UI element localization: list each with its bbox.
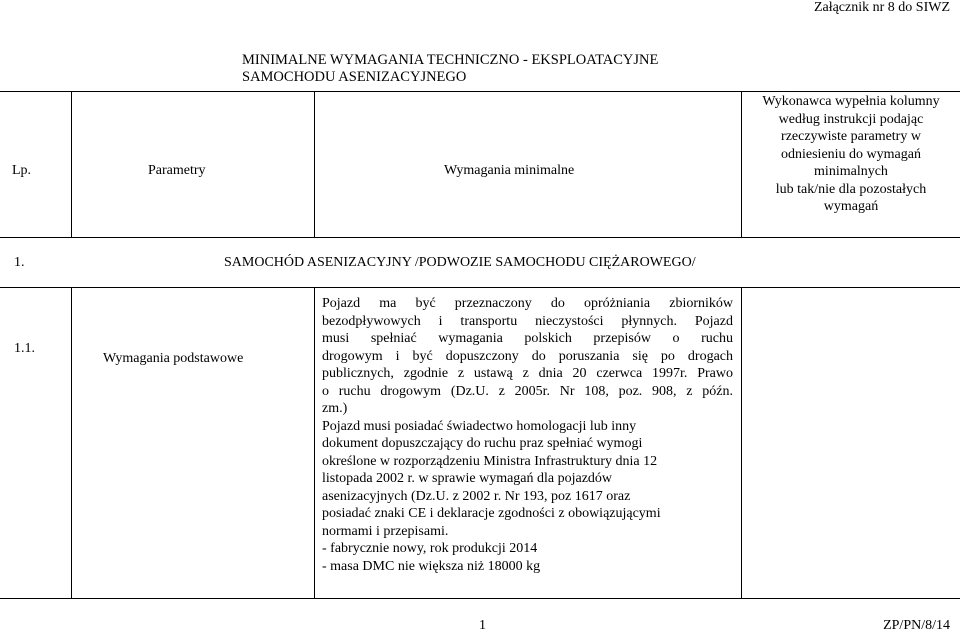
- header-contractor-line: Wykonawca wypełnia kolumny: [762, 94, 940, 109]
- col-divider-1: [71, 91, 72, 237]
- header-contractor-line: rzeczywiste parametry w: [781, 129, 921, 144]
- requirement-line: asenizacyjnych (Dz.U. z 2002 r. Nr 193, poz 1617 oraz: [322, 488, 631, 504]
- header-lp: Lp.: [12, 163, 32, 178]
- header-contractor-line: według instrukcji podając: [778, 111, 924, 127]
- row-param: Wymagania podstawowe: [103, 351, 244, 366]
- header-contractor: [742, 93, 960, 216]
- row-bottom-rule: [0, 598, 960, 599]
- requirement-line: musi spełniać wymagania polskich przepisów o ruchu: [322, 331, 733, 346]
- page-number: 1: [479, 618, 486, 633]
- col-divider-1b: [71, 287, 72, 598]
- requirement-line: normami i przepisami.: [322, 523, 449, 539]
- requirement-line: posiadać znaki CE i deklaracje zgodności z obowiązującymi: [322, 506, 661, 521]
- header-min-req: Wymagania minimalne: [444, 163, 575, 178]
- header-bottom-rule: [0, 237, 960, 238]
- col-divider-2b: [314, 287, 315, 598]
- header-contractor-line: odniesieniu do wymagań: [781, 146, 921, 162]
- table-top-rule: [0, 91, 960, 92]
- requirement-line: publicznych, zgodnie z ustawą z dnia 20 czerwca 1997r. Prawo: [322, 366, 733, 381]
- section-title: SAMOCHÓD ASENIZACYJNY /PODWOZIE SAMOCHODU CIĘŻAROWEGO/: [224, 255, 696, 270]
- header-contractor-line: lub tak/nie dla pozostałych: [775, 181, 927, 197]
- requirement-line: listopada 2002 r. w sprawie wymagań dla pojazdów: [322, 471, 613, 486]
- requirement-line: o ruchu drogowym (Dz.U. z 2005r. Nr 108, poz. 908, z późn.: [322, 383, 733, 399]
- header-contractor-line: wymagań: [823, 199, 879, 214]
- requirement-line: - fabrycznie nowy, rok produkcji 2014: [322, 541, 538, 556]
- requirement-line: - masa DMC nie większa niż 18000 kg: [322, 558, 541, 574]
- requirement-line: dokument dopuszczający do ruchu praz spełniać wymogi: [322, 436, 643, 451]
- header-params: Parametry: [148, 163, 206, 178]
- requirement-line: bezodpływowych i transportu nieczystości płynnych. Pojazd: [322, 313, 733, 329]
- title-line-2: SAMOCHODU ASENIZACYJNEGO: [242, 69, 467, 85]
- requirement-line: drogowym i być dopuszczony do poruszania się po drogach: [322, 348, 733, 364]
- document-title: [242, 52, 658, 86]
- requirement-line: zm.): [322, 401, 348, 416]
- annex-label: Załącznik nr 8 do SIWZ: [813, 0, 950, 15]
- requirement-line: Pojazd ma być przeznaczony do opróżniania zbiorników: [322, 296, 733, 311]
- header-contractor-line: minimalnych: [814, 164, 888, 179]
- col-divider-2: [314, 91, 315, 237]
- title-line-1: MINIMALNE WYMAGANIA TECHNICZNO - EKSPLOATACYJNE: [242, 52, 659, 68]
- row-number: 1.1.: [14, 341, 35, 356]
- requirement-line: określone w rozporządzeniu Ministra Infrastruktury dnia 12: [322, 453, 658, 469]
- section-number: 1.: [14, 255, 25, 270]
- section-bottom-rule: [0, 287, 960, 288]
- col-divider-3b: [741, 287, 742, 598]
- row-requirements: [322, 295, 733, 575]
- document-reference: ZP/PN/8/14: [883, 618, 950, 633]
- requirement-line: Pojazd musi posiadać świadectwo homologacji lub inny: [322, 418, 637, 434]
